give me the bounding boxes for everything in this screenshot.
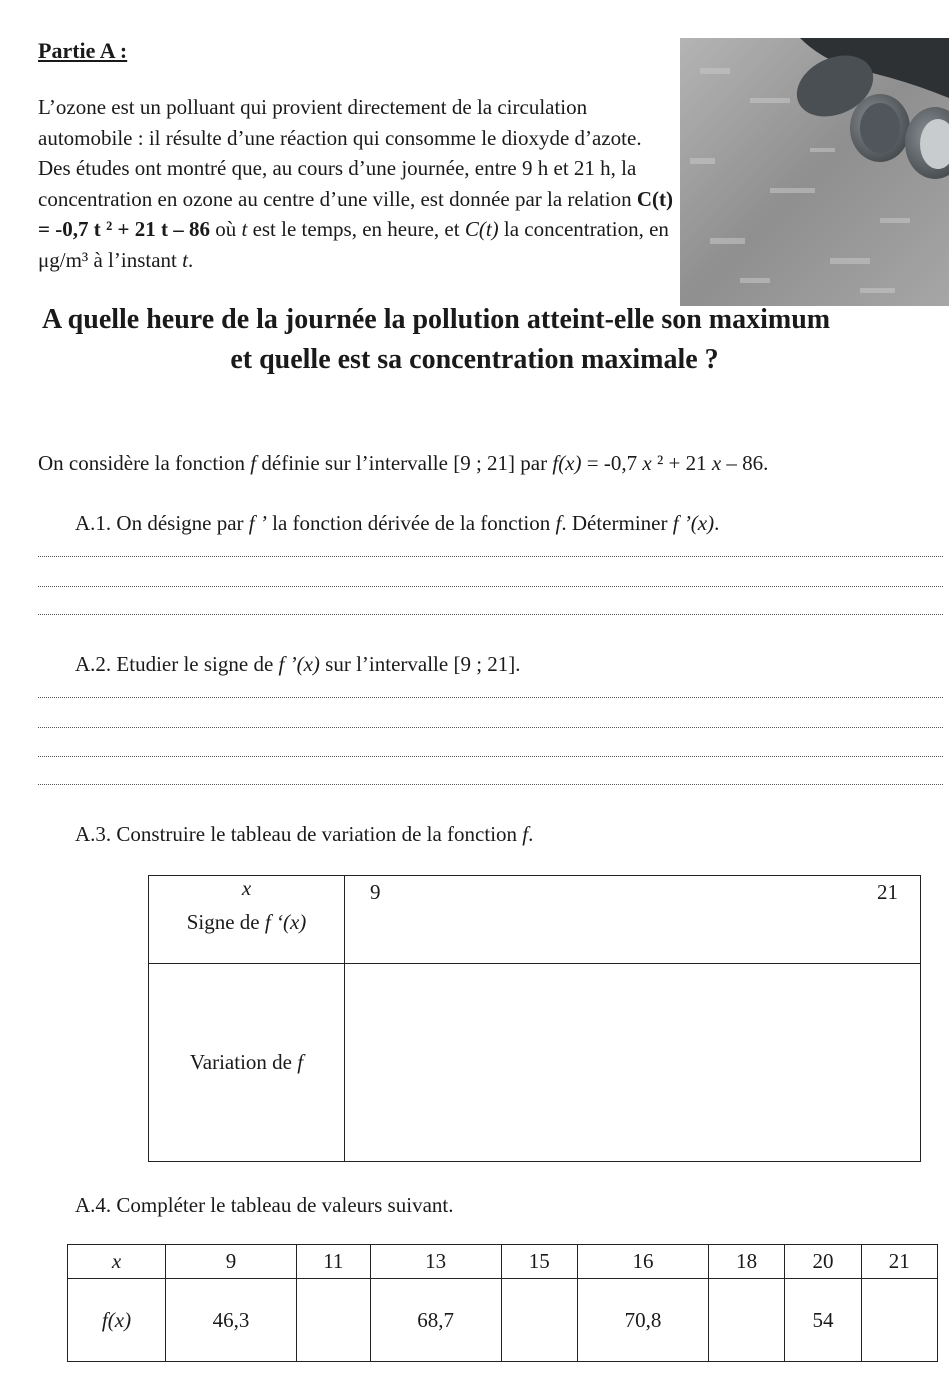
x-value-cell: 13 — [370, 1245, 501, 1279]
a1-text-part: A.1. On désigne par — [75, 511, 249, 535]
x-range-cell — [345, 876, 921, 906]
variation-table-header-row — [149, 876, 921, 906]
answer-line[interactable] — [38, 697, 943, 698]
function-fprime: f ’ — [248, 511, 267, 535]
question-line-1: A quelle heure de la journée la pollution atteint-elle son maximum — [42, 304, 831, 335]
intro-text — [38, 92, 678, 275]
intro-text-part: . — [187, 247, 194, 272]
x-value-cell: 11 — [296, 1245, 370, 1279]
answer-line[interactable] — [38, 556, 943, 557]
variable-x: x — [711, 451, 722, 475]
definition-text-part: – 86. — [721, 451, 769, 475]
value-table — [67, 1244, 938, 1362]
value-table-fx-row — [68, 1279, 938, 1362]
variation-label-f: f — [297, 1050, 304, 1074]
fx-value-cell: 46,3 — [166, 1279, 297, 1362]
a1-text-part: . — [714, 511, 720, 535]
x-label-cell — [149, 876, 345, 906]
sign-label-text: Signe de — [186, 909, 265, 934]
x-value-cell: 21 — [861, 1245, 937, 1279]
value-table-x-row — [68, 1245, 938, 1279]
question-a1 — [75, 511, 719, 536]
intro-text-part: la concentration, en μg/m³ à l’instant — [38, 217, 669, 272]
a3-text-part: A.3. Construire le tableau de variation de la fonction — [75, 822, 523, 846]
variation-label-text: Variation de — [189, 1050, 298, 1074]
a1-text-part: . Déterminer — [561, 511, 673, 535]
x-value-cell: 15 — [501, 1245, 577, 1279]
fx-value-cell: 70,8 — [577, 1279, 708, 1362]
function-fx: f(x) — [552, 451, 582, 475]
question-a2 — [75, 652, 521, 677]
intro-text-part: Des études ont montré que, au cours d’une journée, entre 9 h et 21 h, la concentration en ozone au centre d’une ville, est donnée par la relation — [38, 156, 637, 211]
fx-value-cell-empty[interactable] — [861, 1279, 937, 1362]
x-value-cell: 20 — [785, 1245, 861, 1279]
value-table-x-label — [68, 1245, 166, 1279]
variable-ct: C(t) — [464, 217, 499, 241]
section-heading: Partie A : — [38, 38, 128, 63]
a2-text-part: A.2. Etudier le signe de — [75, 652, 279, 676]
a1-text-part: la fonction dérivée de la fonction — [266, 511, 556, 535]
fx-value-cell: 54 — [785, 1279, 861, 1362]
definition-text-part: On considère la fonction — [38, 451, 251, 475]
a3-text-part: . — [528, 822, 534, 846]
x-value-cell: 9 — [166, 1245, 297, 1279]
answer-line[interactable] — [38, 614, 943, 615]
intro-paragraph-1: L’ozone est un polluant qui provient directement de la circulation automobile : il résulte d’une réaction qui consomme le dioxyde d’azote. — [38, 95, 642, 150]
variable-t: t — [182, 247, 188, 272]
sign-label-cell — [149, 906, 345, 964]
definition-text-part: ² + 21 — [651, 451, 712, 475]
answer-line[interactable] — [38, 727, 943, 728]
variation-table — [148, 875, 921, 1162]
sign-row — [149, 906, 921, 964]
sign-label-fprime: f ‘(x) — [264, 909, 307, 934]
function-fprime-x: f ’(x) — [278, 652, 320, 676]
variable-t: t — [241, 217, 248, 241]
a2-text-part: sur l’intervalle [9 ; 21]. — [319, 652, 521, 676]
fx-label: f(x) — [101, 1307, 132, 1332]
formula: C(t) = -0,7 t ² + 21 t – 86 — [38, 186, 673, 241]
question-a3 — [75, 822, 533, 847]
intro-text-part: où — [209, 217, 242, 241]
exhaust-pipe-photo — [680, 38, 949, 306]
definition-text-part: = -0,7 — [581, 451, 643, 475]
function-f: f — [250, 451, 257, 475]
function-fprime-x: f ’(x) — [672, 511, 715, 535]
sign-cell[interactable] — [345, 906, 921, 964]
question-a4: A.4. Compléter le tableau de valeurs suivant. — [75, 1193, 454, 1217]
x-value-cell: 18 — [708, 1245, 784, 1279]
x-start: 9 — [370, 880, 381, 904]
intro-paragraph-2 — [38, 153, 678, 275]
variable-x: x — [642, 451, 652, 475]
answer-line[interactable] — [38, 784, 943, 785]
intro-text-part: est le temps, en heure, et — [247, 217, 465, 241]
answer-line[interactable] — [38, 586, 943, 587]
function-f: f — [555, 511, 562, 535]
x-value-cell: 16 — [577, 1245, 708, 1279]
fx-value-cell-empty[interactable] — [708, 1279, 784, 1362]
variation-cell[interactable] — [345, 964, 921, 1162]
fx-value-cell-empty[interactable] — [501, 1279, 577, 1362]
fx-value-cell: 68,7 — [370, 1279, 501, 1362]
variation-label-cell — [149, 964, 345, 1162]
answer-line[interactable] — [38, 756, 943, 757]
value-table-fx-label — [68, 1279, 166, 1362]
function-definition — [38, 451, 768, 476]
fx-value-cell-empty[interactable] — [296, 1279, 370, 1362]
x-label: x — [111, 1249, 122, 1273]
variation-row — [149, 964, 921, 1162]
x-label: x — [241, 876, 252, 900]
function-f: f — [522, 822, 529, 846]
x-end: 21 — [877, 880, 898, 904]
question-line-2: et quelle est sa concentration maximale ? — [230, 344, 719, 375]
definition-text-part: définie sur l’intervalle [9 ; 21] par — [256, 451, 553, 475]
